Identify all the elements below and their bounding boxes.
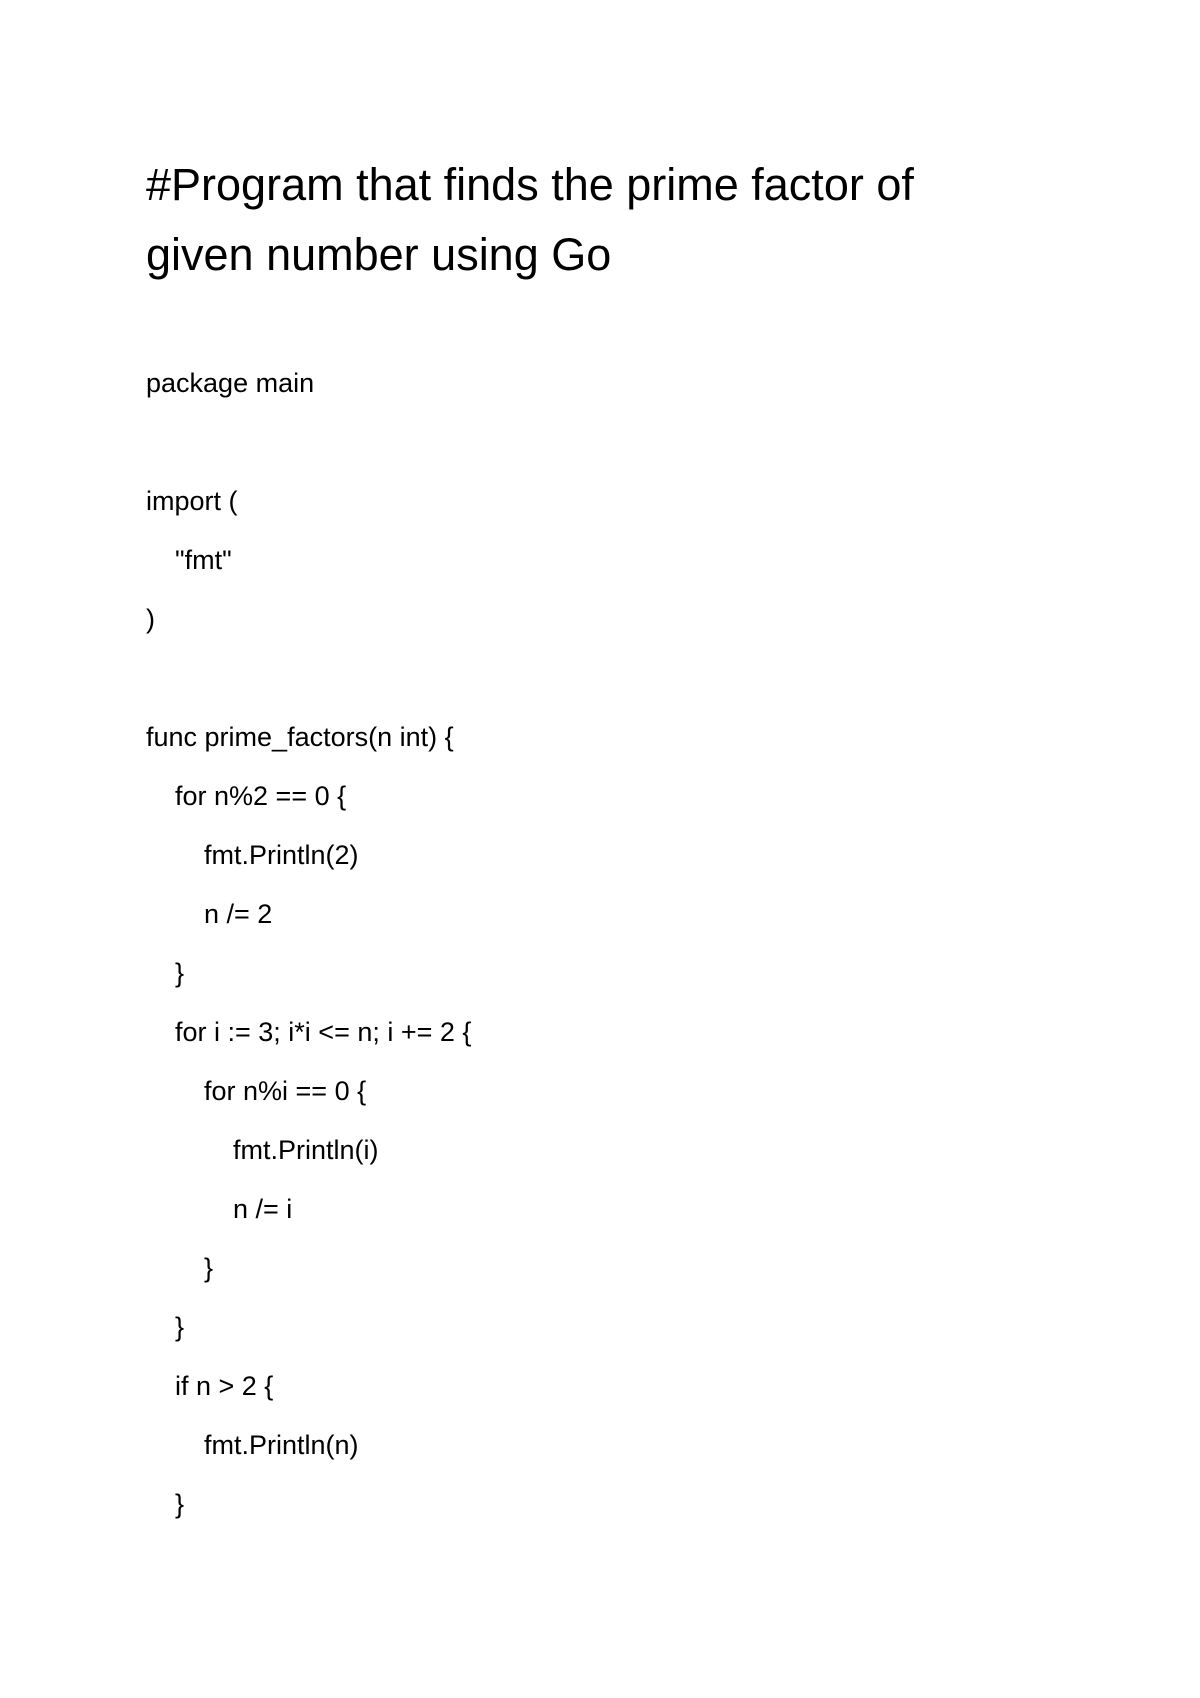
code-line: for n%2 == 0 {: [175, 781, 347, 811]
code-line: n /= i: [233, 1194, 293, 1224]
code-line: }: [204, 1253, 214, 1283]
code-line: func prime_factors(n int) {: [146, 722, 454, 752]
code-line: fmt.Println(2): [204, 840, 359, 870]
code-line: "fmt": [175, 545, 232, 575]
code-line: }: [175, 1489, 185, 1519]
code-line: for n%i == 0 {: [204, 1076, 367, 1106]
title-line: given number using Go: [146, 229, 612, 280]
code-line: }: [175, 958, 185, 988]
title-line: #Program that finds the prime factor of: [146, 159, 914, 210]
code-line: n /= 2: [204, 899, 273, 929]
code-line: }: [175, 1312, 185, 1342]
code-line: fmt.Println(i): [233, 1135, 379, 1165]
document-title: [146, 150, 1046, 290]
code-line: for i := 3; i*i <= n; i += 2 {: [175, 1017, 472, 1047]
code-line: package main: [146, 368, 315, 398]
code-line: import (: [146, 486, 238, 516]
code-line: ): [146, 604, 155, 634]
code-line: if n > 2 {: [175, 1371, 274, 1401]
code-line: fmt.Println(n): [204, 1430, 359, 1460]
